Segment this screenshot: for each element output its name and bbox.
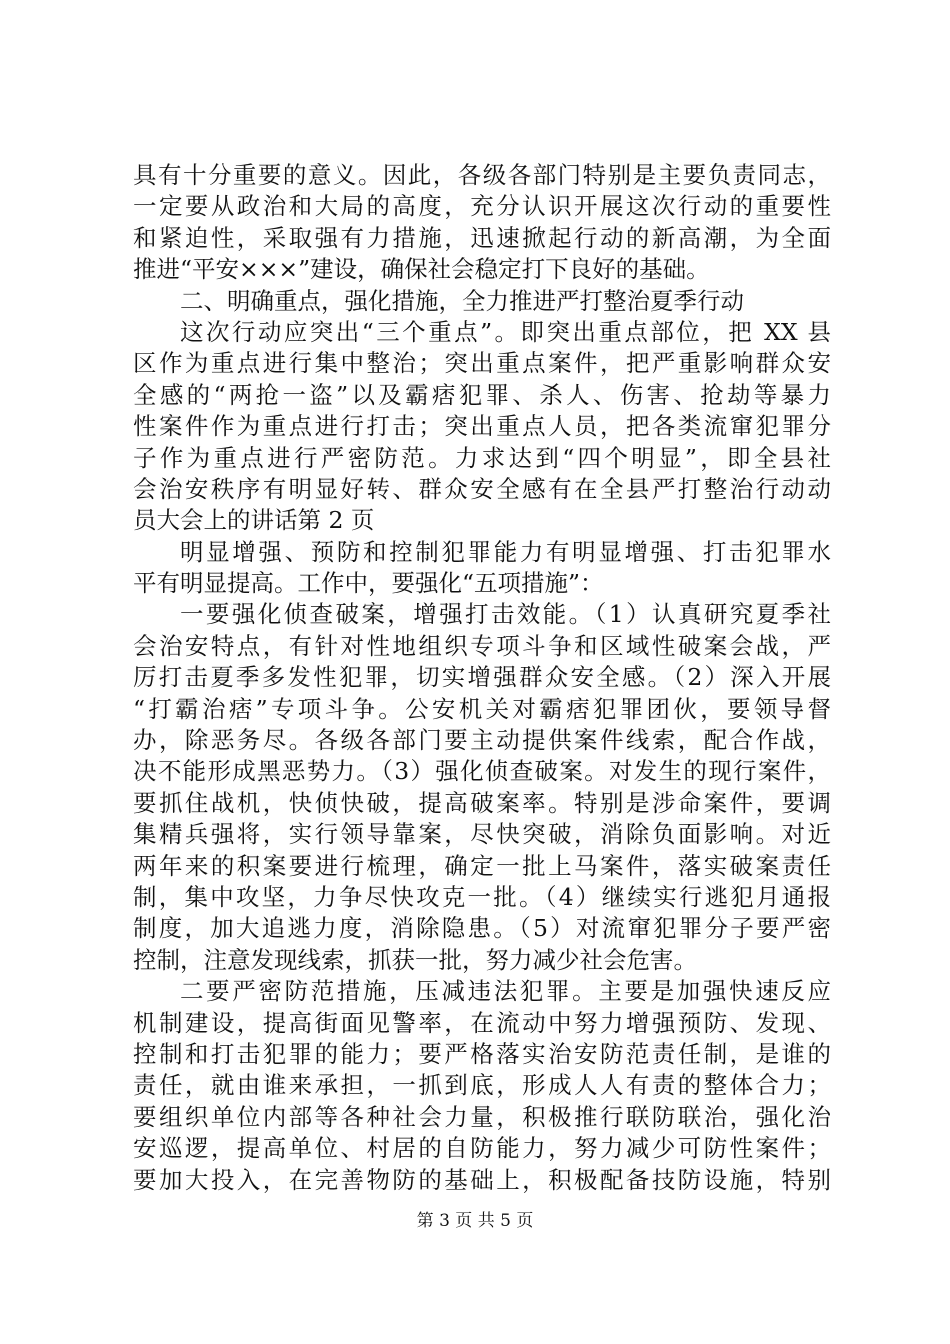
text-line: 要抓住战机，快侦快破，提高破案率。特别是涉命案件，要调 [133,788,831,817]
text-line: 一要强化侦查破案，增强打击效能。（1）认真研究夏季社 [180,600,831,629]
text-line: 具有十分重要的意义。因此，各级各部门特别是主要负责同志， [133,161,831,189]
text-line: 制度，加大追逃力度，消除隐患。（5）对流窜犯罪分子要严密 [133,914,831,943]
text-line: 员大会上的讲话第 2 页 [133,506,375,535]
document-body [133,160,831,1196]
text-line: 会治安秩序有明显好转、群众安全感有在全县严打整治行动动 [133,474,831,503]
text-line: 责任，就由谁来承担，一抓到底，形成人人有责的整体合力； [133,1071,831,1100]
text-line: 二、明确重点，强化措施，全力推进严打整治夏季行动 [180,286,744,315]
text-line: 厉打击夏季多发性犯罪，切实增强群众安全感。（2）深入开展 [133,663,831,692]
text-line: 安巡逻，提高单位、村居的自防能力，努力减少可防性案件； [133,1134,831,1163]
text-line: 二要严密防范措施，压减违法犯罪。主要是加强快速反应 [180,977,831,1006]
text-line: 要加大投入，在完善物防的基础上，积极配备技防设施，特别 [133,1165,831,1194]
text-line: 性案件作为重点进行打击；突出重点人员，把各类流窜犯罪分 [133,412,831,441]
text-line: 推进“平安×××”建设，确保社会稳定打下良好的基础。 [133,255,710,284]
text-line: 控制，注意发现线索，抓获一批，努力减少社会危害。 [133,945,697,974]
text-line: 子作为重点进行严密防范。力求达到“四个明显”，即全县社 [133,443,831,472]
text-line: 制，集中攻坚，力争尽快攻克一批。（4）继续实行逃犯月通报 [133,882,831,911]
page-footer: 第 3 页 共 5 页 [416,1211,534,1231]
text-line: 两年来的积案要进行梳理，确定一批上马案件，落实破案责任 [133,851,831,880]
text-line: 一定要从政治和大局的高度，充分认识开展这次行动的重要性 [133,192,831,221]
text-line: 决不能形成黑恶势力。（3）强化侦查破案。对发生的现行案件， [133,757,831,786]
text-line: 会治安特点，有针对性地组织专项斗争和区域性破案会战，严 [133,631,831,660]
text-line: 办，除恶务尽。各级各部门要主动提供案件线索，配合作战， [133,726,831,755]
text-line: 区作为重点进行集中整治；突出重点案件，把严重影响群众安 [133,349,831,378]
text-line: 平有明显提高。工作中，要强化“五项措施”： [133,569,604,598]
text-line: 集精兵强将，实行领导靠案，尽快突破，消除负面影响。对近 [133,820,831,849]
text-line: “打霸治痞”专项斗争。公安机关对霸痞犯罪团伙，要领导督 [133,694,831,723]
text-line: 机制建设，提高街面见警率，在流动中努力增强预防、发现、 [133,1008,831,1037]
text-line: 控制和打击犯罪的能力；要严格落实治安防范责任制，是谁的 [133,1039,831,1068]
text-line: 和紧迫性，采取强有力措施，迅速掀起行动的新高潮，为全面 [133,223,831,252]
text-line: 这次行动应突出“三个重点”。即突出重点部位，把 XX 县 [180,317,831,346]
text-line: 明显增强、预防和控制犯罪能力有明显增强、打击犯罪水 [180,537,831,566]
text-line: 全感的“两抢一盗”以及霸痞犯罪、杀人、伤害、抢劫等暴力 [133,380,831,409]
text-line: 要组织单位内部等各种社会力量，积极推行联防联治，强化治 [133,1102,831,1131]
